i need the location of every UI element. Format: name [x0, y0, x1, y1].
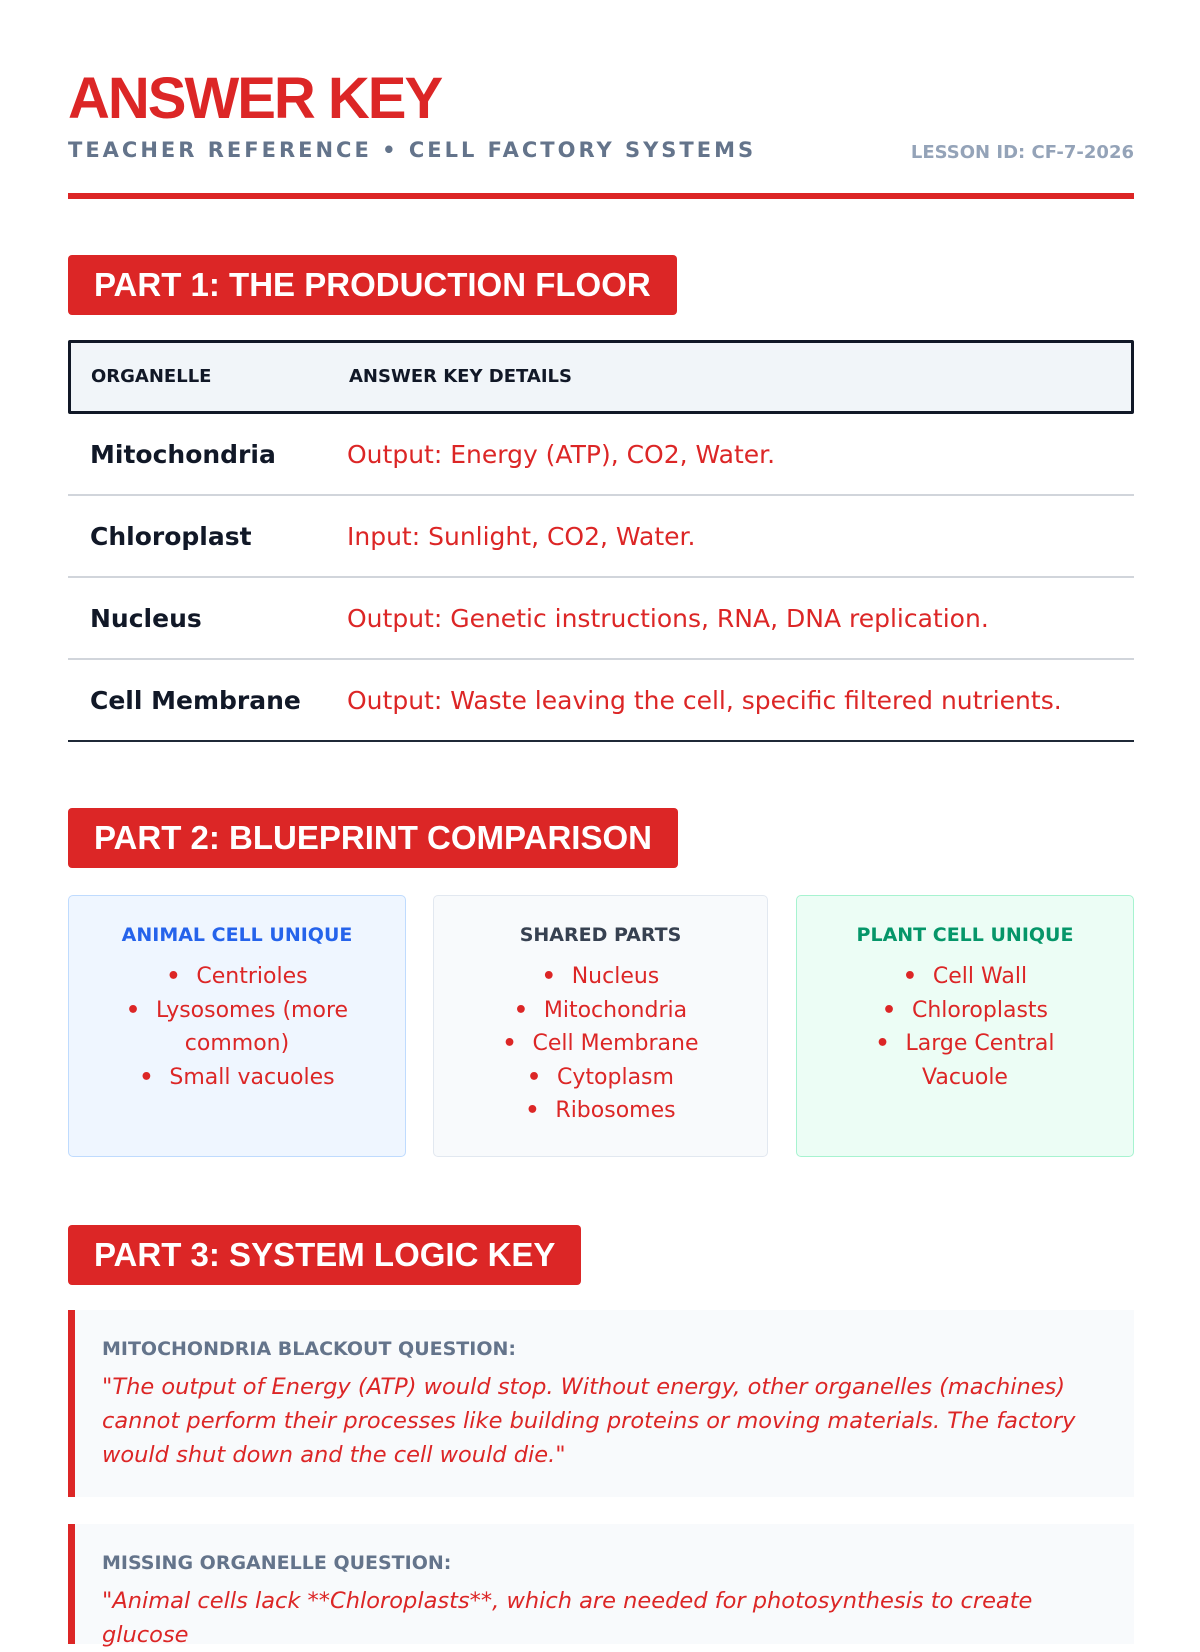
list-item: • Ribosomes [474, 1094, 727, 1128]
details-cell: Output: Genetic instructions, RNA, DNA replication. [347, 604, 989, 633]
lesson-id: LESSON ID: CF-7-2026 [910, 142, 1134, 163]
table-row [68, 660, 1134, 742]
list-item: • Centrioles [109, 960, 365, 994]
table-row [68, 496, 1134, 578]
details-cell: Output: Energy (ATP), CO2, Water. [347, 440, 776, 469]
shared-parts-box [433, 895, 768, 1157]
plant-box-title: PLANT CELL UNIQUE [856, 924, 1074, 946]
part1-title: PART 1: THE PRODUCTION FLOOR [68, 255, 677, 315]
list-item: • Lysosomes (more common) [109, 994, 365, 1061]
production-floor-table [68, 340, 1134, 742]
shared-list [434, 960, 767, 1128]
header [68, 0, 1134, 200]
part2-title: PART 2: BLUEPRINT COMPARISON [68, 808, 678, 868]
page-title: ANSWER KEY [68, 66, 442, 131]
organelle-cell: Mitochondria [90, 440, 276, 469]
animal-list [69, 960, 405, 1094]
details-cell: Input: Sunlight, CO2, Water. [347, 522, 696, 551]
list-item: • Cell Membrane [474, 1027, 727, 1061]
column-header-organelle: ORGANELLE [91, 366, 212, 387]
table-row [68, 578, 1134, 660]
plant-cell-box [796, 895, 1134, 1157]
table-row [68, 414, 1134, 496]
logic-question-block [68, 1524, 1134, 1648]
organelle-cell: Chloroplast [90, 522, 252, 551]
details-cell: Output: Waste leaving the cell, specific filtered nutrients. [347, 686, 1062, 715]
question-label: MITOCHONDRIA BLACKOUT QUESTION: [102, 1338, 516, 1360]
question-answer: "The output of Energy (ATP) would stop. Without energy, other organelles (machines) cannot perform their processes like building proteins or moving materials. The factory would shut down and the cell would die." [102, 1374, 1076, 1468]
answer-key-page [68, 0, 1134, 1648]
column-header-details: ANSWER KEY DETAILS [349, 366, 572, 387]
list-item: • Cytoplasm [474, 1061, 727, 1095]
page-subtitle: TEACHER REFERENCE • CELL FACTORY SYSTEMS [68, 138, 757, 162]
animal-box-title: ANIMAL CELL UNIQUE [121, 924, 353, 946]
animal-cell-box [68, 895, 406, 1157]
header-divider [68, 193, 1134, 199]
table-header [68, 340, 1134, 414]
question-answer: "Animal cells lack **Chloroplasts**, which are needed for photosynthesis to create glucose [102, 1588, 1033, 1648]
list-item: • Large Central Vacuole [837, 1027, 1093, 1094]
logic-question-block [68, 1310, 1134, 1497]
list-item: • Mitochondria [474, 994, 727, 1028]
list-item: • Cell Wall [837, 960, 1093, 994]
question-label: MISSING ORGANELLE QUESTION: [102, 1552, 452, 1574]
plant-list [797, 960, 1133, 1094]
organelle-cell: Cell Membrane [90, 686, 301, 715]
organelle-cell: Nucleus [90, 604, 202, 633]
list-item: • Small vacuoles [109, 1061, 365, 1095]
list-item: • Nucleus [474, 960, 727, 994]
shared-box-title: SHARED PARTS [519, 924, 682, 946]
part3-title: PART 3: SYSTEM LOGIC KEY [68, 1225, 581, 1285]
list-item: • Chloroplasts [837, 994, 1093, 1028]
